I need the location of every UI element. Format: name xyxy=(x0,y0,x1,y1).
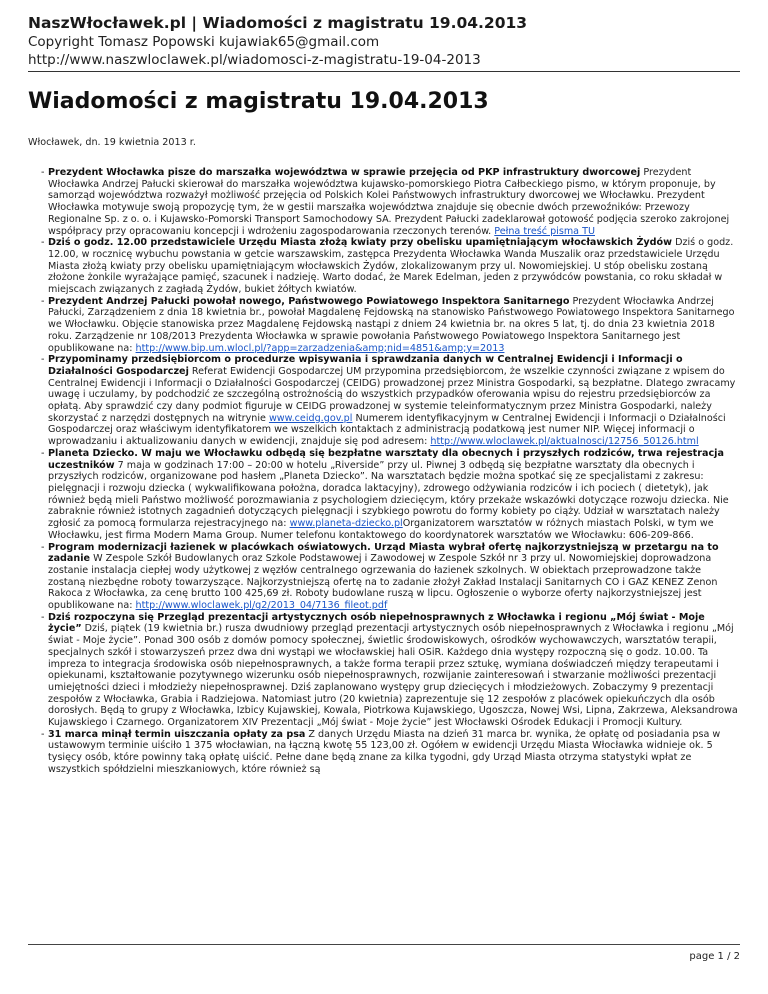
article-dateline: Włocławek, dn. 19 kwietnia 2013 r. xyxy=(28,137,196,148)
list-item: - 31 marca minął termin uiszczania opłaty za psa Z danych Urzędu Miasta na dzień 31 marca br. wynika, że opłatę od posiadania psa w ustawowym terminie uiściło 1 375 włocławian, na łączną kwotę 55 123,00 zł. Ogółem w ewidencji Urzędu Miasta Włocławka widnieje ok. 5 tysięcy osób, które powinny taką opłatę uiścić. Pełne dane będą znane za kilka tygodni, gdy Urząd Miasta otrzyma statystyki wpłat ze wszystkich spółdzielni mieszkaniowych, które również są xyxy=(41,728,721,775)
item-link[interactable]: Pełna treść pisma TU xyxy=(494,225,595,237)
item-link[interactable]: www.planeta-dziecko.pl xyxy=(289,518,403,530)
item-link[interactable]: http://www.wloclawek.pl/g2/2013_04/7136_fileot.pdf xyxy=(135,600,388,612)
item-heading: Dziś rozpoczyna się Przegląd prezentacji artystycznych osób niepełnosprawnych z Włocławka i regionu „Mój świat - Moje życie” xyxy=(48,611,705,635)
item-text: 7 maja w godzinach 17:00 – 20:00 w hotelu „Riverside” przy ul. Piwnej 3 odbędą się bezpłatne warsztaty dla obecnych i przyszłych rodziców, organizowane pod hasłem „Planeta Dziecko”. Na warsztatach będzie można spotkać się ze specjalistami z zakresu: pielęgnacji i rozwoju dziecka ( wykwalifikowana położna, doradca laktacyjny), zdrowego odżywiania rodziców i ich pociech ( dietetyk), jak również będą mieli Państwo możliwość porozmawiania z psychologiem dziecięcym, który przekaże wskazówki dotyczące rozwoju dziecka. Nie zabraknie również istotnych zagadnień dotyczących pielęgnacji i szybkiego powrotu do formy kobiety po ciąży. Udział w warsztatach należy zgłosić za pomocą formularza rejestracyjnego na: xyxy=(48,459,729,530)
item-heading: Przypominamy przedsiębiorcom o procedurze wpisywania i sprawdzania danych w Centralnej Ewidencji i Informacji o Działalności Gospodarczej xyxy=(48,354,683,377)
list-item: - Program modernizacji łazienek w placówkach oświatowych. Urząd Miasta wybrał ofertę najkorzystniejszą w przetargu na to zadanie W Zespole Szkół Budowlanych oraz Szkole Podstawowej i Zawodowej w Zespole Szkół nr 3 przy ul. Nowomiejskiej doprowadzona zostanie instalacja ciepłej wody użytkowej z węzłów centralnego ogrzewania do łazienek szkolnych. W obiektach przeprowadzone także zostaną niezbędne roboty towarzyszące. Najkorzystniejszą ofertę na to zadanie złożył Zakład Instalacji Sanitarnych CO i GAZ KENEZ Zenon Rakoca z Włocławka, za cenę brutto 100 425,69 zł. Roboty budowlane ruszą w lipcu. Ogłoszenie o wyborze oferty najkorzystniejszej jest opublikowane na: http://www.wloclawek.pl/g2/2013_04/7136_fileot.pdf xyxy=(41,541,719,612)
page-number: page 1 / 2 xyxy=(689,951,740,962)
list-item: - Planeta Dziecko. W maju we Włocławku odbędą się bezpłatne warsztaty dla obecnych i przyszłych rodziców, trwa rejestracja uczestników 7 maja w godzinach 17:00 – 20:00 w hotelu „Riverside” przy ul. Piwnej 3 odbędą się bezpłatne warsztaty dla obecnych i przyszłych rodziców, organizowane pod hasłem „Planeta Dziecko”. Na warsztatach będzie można spotkać się ze specjalistami z zakresu: pielęgnacji i rozwoju dziecka ( wykwalifikowana położna, doradca laktacyjny), zdrowego odżywiania rodziców i ich pociech ( dietetyk), jak również będą mieli Państwo możliwość porozmawiania z psychologiem dziecięcym, który przekaże wskazówki dotyczące rozwoju dziecka. Nie zabraknie również istotnych zagadnień dotyczących pielęgnacji i szybkiego powrotu do formy kobiety po ciąży. Udział w warsztatach należy zgłosić za pomocą formularza rejestracyjnego na: www.planeta-dziecko.plOrganizatorem warsztatów w różnych miastach Polski, w tym we Włocławku, jest firma Modern Mama Group. Numer telefonu kontaktowego do koordynatorek warsztatów we Włocławku: 606-209-866. xyxy=(41,447,729,541)
document-header xyxy=(28,13,740,69)
item-heading: Planeta Dziecko. W maju we Włocławku odbędą się bezpłatne warsztaty dla obecnych i przyszłych rodziców, trwa rejestracja uczestników xyxy=(48,447,724,471)
copyright-line: Copyright Tomasz Popowski kujawiak65@gmail.com xyxy=(28,34,380,50)
item-link-secondary[interactable]: http://www.wloclawek.pl/aktualnosci/12756_50126.html xyxy=(430,436,699,448)
item-text: Referat Ewidencji Gospodarczej UM przypomina przedsiębiorcom, że wszelkie czynności związane z wpisem do Centralnej Ewidencji i Informacji o Działalności Gospodarczej (CEIDG) prowadzonej przez Ministra Gospodarki, są bezpłatne. Dlatego zwracamy uwagę i uczulamy, by podchodzić ze szczególną ostrożnością do wszystkich przypadków oferowania wpisu do rejestru przedsiębiorców za opłatą. Aby sprawdzić czy dany podmiot figuruje w CEIDG prowadzonej w systemie teleinformatycznym przez Ministra Gospodarki, należy skorzystać z narzędzi dostępnych na witrynie xyxy=(48,365,736,424)
item-text: Dziś, piątek (19 kwietnia br.) rusza dwudniowy przegląd prezentacji artystycznych osób niepełnosprawnych z Włocławka i regionu „Mój świat - Moje życie”. Ponad 300 osób z domów pomocy społecznej, świetlic środowiskowych, ośrodków wychowawczych, warsztatów terapii, specjalnych szkół i stowarzyszeń przez dwa dni wystąpi we włocławskiej hali OSiR. Każdego dnia występy rozpoczną się o godz. 10.00. Ta impreza to integracja środowiska osób niepełnosprawnych, a także forma terapii przez sztukę, wymiana doświadczeń między terapeutami i opiekunami, kształtowanie pozytywnego wizerunku osób niepełnosprawnych, rozwijanie zainteresowań i stwarzanie możliwości prezentacji umiejętności dzieci i młodzieży niepełnosprawnej. Dziś zaplanowano występy grup dziecięcych i młodzieżowych. Zobaczymy 9 prezentacji zespołów z Włocławka, Grabia i Radziejowa. Natomiast jutro (20 kwietnia) zaprezentuje się 12 zespołów z placówek opiekuńczych dla osób dorosłych. Będą to grupy z Włocławka, Izbicy Kujawskiej, Kowala, Piotrkowa Kujawskiego, Ugoszcza, Nowej Wsi, Lipna, Zakrzewa, Aleksandrowa Kujawskiego i Czarnego. Organizatorem XIV Prezentacji „Mój świat - Moje życie” jest Włocławski Ośrodek Edukacji i Promocji Kultury. xyxy=(48,623,738,729)
list-item: - Prezydent Andrzej Pałucki powołał nowego, Państwowego Powiatowego Inspektora Sanitarnego Prezydent Włocławka Andrzej Pałucki, Zarządzeniem z dnia 18 kwietnia br., powołał Magdalenę Fejdowską na stanowisko Państwowego Powiatowego Inspektora Sanitarnego we Włocławku. Objęcie stanowiska przez Magdalenę Fejdowską nastąpi z dniem 24 kwietnia br. na okres 5 lat, tj. do dnia 23 kwietnia 2018 roku. Zarządzenie nr 108/2013 Prezydenta Włocławka w sprawie powołania Państwowego Powiatowego Inspektora Sanitarnego jest opublikowane na: http://www.bip.um.wlocl.pl/?app=zarzadzenia&amp;nid=4851&amp;y=2013 xyxy=(41,295,735,354)
item-text: Prezydent Włocławka Andrzej Pałucki skierował do marszałka województwa kujawsko-pomorskiego Piotra Całbeckiego pismo, w którym proponuje, by samorząd województwa rozważył możliwość przejęcia od Polskich Kolei Państwowych infrastruktury dworcowej we Włocławku. Prezydent Włocławka motywuje swoją propozycję tym, że w gestii marszałka województwa znajduje się obecnie dwóch przewoźników: Przewozy Regionalne Sp. z o. o. i Kujawsko-Pomorski Transport Samochodowy SA. Prezydent Pałucki zadeklarował gotowość podjęcia szeroko zakrojonej współpracy przy opracowaniu koncepcji i wdrożeniu zagospodarowania rzeczonych terenów. xyxy=(48,167,730,237)
list-item: - Przypominamy przedsiębiorcom o procedurze wpisywania i sprawdzania danych w Centralnej Ewidencji i Informacji o Działalności Gospodarczej Referat Ewidencji Gospodarczej UM przypomina przedsiębiorcom, że wszelkie czynności związane z wpisem do Centralnej Ewidencji i Informacji o Działalności Gospodarczej (CEIDG) prowadzonej przez Ministra Gospodarki, są bezpłatne. Dlatego zwracamy uwagę i uczulamy, by podchodzić ze szczególną ostrożnością do wszystkich przypadków oferowania wpisu do rejestru przedsiębiorców za opłatą. Aby sprawdzić czy dany podmiot figuruje w CEIDG prowadzonej w systemie teleinformatycznym przez Ministra Gospodarki, należy skorzystać z narzędzi dostępnych na witrynie www.ceidg.gov.pl Numerem identyfikacyjnym w Centralnej Ewidencji i Informacji o Działalności Gospodarczej oraz właściwym identyfikatorem we wszelkich kontaktach z administracją podatkową jest numer NIP. Więcej informacji o wprowadzaniu i aktualizowaniu danych w ewidencji, znajduje się pod adresem: http://www.wloclawek.pl/aktualnosci/12756_50126.html xyxy=(41,354,736,448)
item-heading: 31 marca minął termin uiszczania opłaty za psa xyxy=(48,728,306,740)
source-url: http://www.naszwloclawek.pl/wiadomosci-z-magistratu-19-04-2013 xyxy=(28,52,481,68)
item-heading: Dziś o godz. 12.00 przedstawiciele Urzędu Miasta złożą kwiaty przy obelisku upamiętniającym włocławskich Żydów xyxy=(48,237,673,249)
item-text: Z danych Urzędu Miasta na dzień 31 marca br. wynika, że opłatę od posiadania psa w ustawowym terminie uiściło 1 375 włocławian, na łączną kwotę 55 123,00 zł. Ogółem w ewidencji Urzędu Miasta Włocławka widnieje ok. 5 tysięcy osób, które powinny taką opłatę uiścić. Pełne dane będą znane za kilka tygodni, gdy Urząd Miasta otrzyma statystyki wpłat ze wszystkich spółdzielni mieszkaniowych, które również są xyxy=(48,728,721,775)
list-item: - Dziś o godz. 12.00 przedstawiciele Urzędu Miasta złożą kwiaty przy obelisku upamiętniającym włocławskich Żydów Dziś o godz. 12.00, w rocznicę wybuchu powstania w getcie warszawskim, zastępca Prezydenta Włocławka Wanda Muszalik oraz przedstawiciele Urzędu Miasta złożą kwiaty przy obelisku upamiętniającym włocławskich Żydów, zlokalizowanym przy ul. Nowomiejskiej. U stóp obelisku zostaną złożone żonkile wyrażające pamięć, szacunek i nadzieję. Warto dodać, że Marek Edelman, jeden z przywódców powstania, co roku składał w miejscach związanych z zagładą Żydów, bukiet żółtych kwiatów. xyxy=(41,237,734,296)
item-link[interactable]: http://www.bip.um.wlocl.pl/?app=zarzadzenia&amp;nid=4851&amp;y=2013 xyxy=(135,342,505,354)
item-text: Dziś o godz. 12.00, w rocznicę wybuchu powstania w getcie warszawskim, zastępca Prezydenta Włocławka Wanda Muszalik oraz przedstawiciele Urzędu Miasta złożą kwiaty przy obelisku upamiętniającym włocławskich Żydów, zlokalizowanym przy ul. Nowomiejskiej. U stóp obelisku zostaną złożone żonkile wyrażające pamięć, szacunek i nadzieję. Warto dodać, że Marek Edelman, jeden z przywódców powstania, co roku składał w miejscach związanych z zagładą Żydów, bukiet żółtych kwiatów. xyxy=(48,237,734,296)
item-link[interactable]: www.ceidg.gov.pl xyxy=(268,412,353,424)
site-title: NaszWłocławek.pl | Wiadomości z magistratu 19.04.2013 xyxy=(28,14,528,32)
list-item: - Prezydent Włocławka pisze do marszałka województwa w sprawie przejęcia od PKP infrastruktury dworcowej Prezydent Włocławka Andrzej Pałucki skierował do marszałka województwa kujawsko-pomorskiego Piotra Całbeckiego pismo, w którym proponuje, by samorząd województwa rozważył możliwość przejęcia od Polskich Kolei Państwowych infrastruktury dworcowej we Włocławku. Prezydent Włocławka motywuje swoją propozycję tym, że w gestii marszałka województwa znajduje się obecnie dwóch przewoźników: Przewozy Regionalne Sp. z o. o. i Kujawsko-Pomorski Transport Samochodowy SA. Prezydent Pałucki zadeklarował gotowość podjęcia szeroko zakrojonej współpracy przy opracowaniu koncepcji i wdrożeniu zagospodarowania rzeczonych terenów. Pełna treść pisma TU xyxy=(41,167,730,237)
item-text-after: Organizatorem warsztatów w różnych miastach Polski, w tym we Włocławku, jest firma Modern Mama Group. Numer telefonu kontaktowego do koordynatorek warsztatów we Włocławku: 606-209-866. xyxy=(48,518,714,541)
news-list xyxy=(28,167,740,776)
item-heading: Prezydent Andrzej Pałucki powołał nowego, Państwowego Powiatowego Inspektora Sanitarnego xyxy=(48,295,570,307)
article-title: Wiadomości z magistratu 19.04.2013 xyxy=(28,89,489,114)
item-heading: Prezydent Włocławka pisze do marszałka województwa w sprawie przejęcia od PKP infrastruktury dworcowej xyxy=(48,167,641,178)
item-text-after: Numerem identyfikacyjnym w Centralnej Ewidencji i Informacji o Działalności Gospodarczej oraz właściwym identyfikatorem we wszelkich kontaktach z administracją podatkową jest numer NIP. Więcej informacji o wprowadzaniu i aktualizowaniu danych w ewidencji, znajduje się pod adresem: xyxy=(48,412,726,448)
item-text: W Zespole Szkół Budowlanych oraz Szkole Podstawowej i Zawodowej w Zespole Szkół nr 3 przy ul. Nowomiejskiej doprowadzona zostanie instalacja ciepłej wody użytkowej z węzłów centralnego ogrzewania do łazienek szkolnych. W obiektach przeprowadzone także zostaną niezbędne roboty towarzyszące. Najkorzystniejszą ofertę na to zadanie złożył Zakład Instalacji Sanitarnych CO i GAZ KENEZ Zenon Rakoca z Włocławka, za cenę brutto 100 425,69 zł. Roboty budowlane ruszą w lipcu. Ogłoszenie o wyborze oferty najkorzystniejszej jest opublikowane na: xyxy=(48,553,718,612)
header-divider xyxy=(28,71,740,72)
item-heading: Program modernizacji łazienek w placówkach oświatowych. Urząd Miasta wybrał ofertę najkorzystniejszą w przetargu na to zadanie xyxy=(48,541,719,565)
item-text: Prezydent Włocławka Andrzej Pałucki, Zarządzeniem z dnia 18 kwietnia br., powołał Magdalenę Fejdowską na stanowisko Państwowego Powiatowego Inspektora Sanitarnego we Włocławku. Objęcie stanowiska przez Magdalenę Fejdowską nastąpi z dniem 24 kwietnia br. na okres 5 lat, tj. do dnia 23 kwietnia 2018 roku. Zarządzenie nr 108/2013 Prezydenta Włocławka w sprawie powołania Państwowego Powiatowego Inspektora Sanitarnego jest opublikowane na: xyxy=(48,295,735,354)
list-item: - Dziś rozpoczyna się Przegląd prezentacji artystycznych osób niepełnosprawnych z Włocławka i regionu „Mój świat - Moje życie” Dziś, piątek (19 kwietnia br.) rusza dwudniowy przegląd prezentacji artystycznych osób niepełnosprawnych z Włocławka i regionu „Mój świat - Moje życie”. Ponad 300 osób z domów pomocy społecznej, świetlic środowiskowych, ośrodków wychowawczych, warsztatów terapii, specjalnych szkół i stowarzyszeń przez dwa dni wystąpi we włocławskiej hali OSiR. Każdego dnia występy rozpoczną się o godz. 10.00. Ta impreza to integracja środowiska osób niepełnosprawnych, a także forma terapii przez sztukę, wymiana doświadczeń między terapeutami i opiekunami, kształtowanie pozytywnego wizerunku osób niepełnosprawnych, rozwijanie zainteresowań i stwarzanie możliwości prezentacji umiejętności dzieci i młodzieży niepełnosprawnej. Dziś zaplanowano występy grup dziecięcych i młodzieżowych. Zobaczymy 9 prezentacji zespołów z Włocławka, Grabia i Radziejowa. Natomiast jutro (20 kwietnia) zaprezentuje się 12 zespołów z placówek opiekuńczych dla osób dorosłych. Będą to grupy z Włocławka, Izbicy Kujawskiej, Kowala, Piotrkowa Kujawskiego, Ugoszcza, Nowej Wsi, Lipna, Zakrzewa, Aleksandrowa Kujawskiego i Czarnego. Organizatorem XIV Prezentacji „Mój świat - Moje życie” jest Włocławski Ośrodek Edukacji i Promocji Kultury. xyxy=(41,611,738,729)
footer-divider xyxy=(28,944,740,945)
